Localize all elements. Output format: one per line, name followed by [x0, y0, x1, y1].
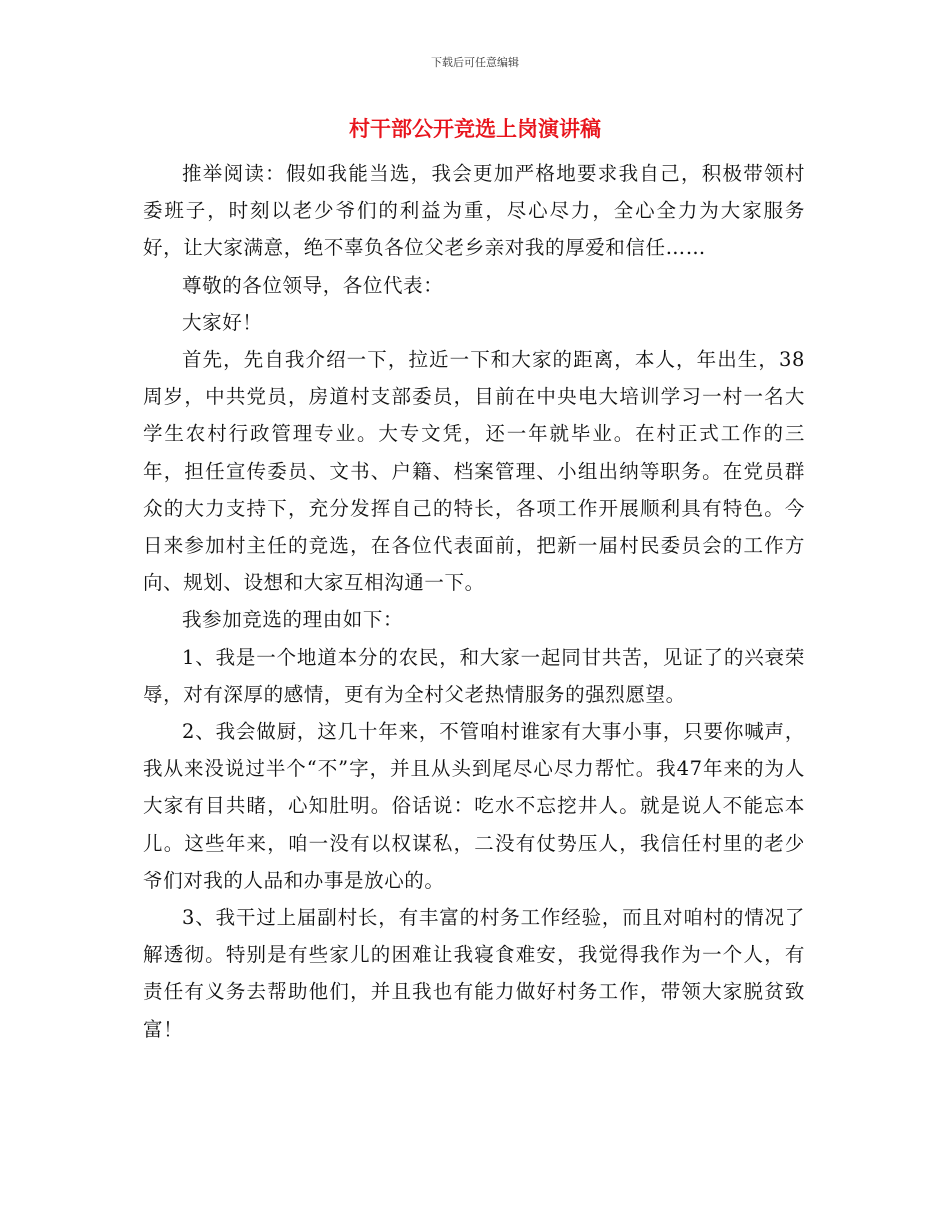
paragraph-reason-1: 1、我是一个地道本分的农民，和大家一起同甘共苦，见证了的兴衰荣辱，对有深厚的感情，更有为全村父老热情服务的强烈愿望。 — [143, 645, 805, 706]
paragraph-reasons-heading: 我参加竞选的理由如下： — [182, 608, 404, 632]
document-title: 村干部公开竞选上岗演讲稿 — [349, 117, 601, 141]
paragraph-reason-3: 3、我干过上届副村长，有丰富的村务工作经验，而且对咱村的情况了解透彻。特别是有些家儿的困难让我寝食难安，我觉得我作为一个人，有责任有义务去帮助他们，并且我也有能力做好村务工作，带领大家脱贫致富！ — [143, 906, 805, 1041]
document-body — [143, 155, 805, 1048]
paragraph-reason-2: 2、我会做厨，这几十年来，不管咱村谁家有大事小事，只要你喊声，我从来没说过半个“不”字，并且从头到尾尽心尽力帮忙。我47年来的为人大家有目共睹，心知肚明。俗话说：吃水不忘挖井人。就是说人不能忘本儿。这些年来，咱一没有以权谋私，二没有仗势压人，我信任村里的老少爷们对我的人品和办事是放心的。 — [143, 720, 805, 892]
header-note: 下载后可任意编辑 — [431, 56, 519, 69]
paragraph-intro-summary: 推举阅读：假如我能当选，我会更加严格地要求我自己，积极带领村委班子，时刻以老少爷们的利益为重，尽心尽力，全心全力为大家服务好，让大家满意，绝不辜负各位父老乡亲对我的厚爱和信任…… — [143, 162, 805, 260]
paragraph-self-introduction: 首先，先自我介绍一下，拉近一下和大家的距离，本人，年出生，38周岁，中共党员，房道村支部委员，目前在中央电大培训学习一村一名大学生农村行政管理专业。大专文凭，还一年就毕业。在村正式工作的三年，担任宣传委员、文书、户籍、档案管理、小组出纳等职务。在党员群众的大力支持下，充分发挥自己的特长，各项工作开展顺利具有特色。今日来参加村主任的竞选，在各位代表面前，把新一届村民委员会的工作方向、规划、设想和大家互相沟通一下。 — [143, 348, 805, 595]
paragraph-greeting: 大家好！ — [182, 310, 263, 334]
paragraph-salutation: 尊敬的各位领导，各位代表： — [182, 273, 444, 297]
